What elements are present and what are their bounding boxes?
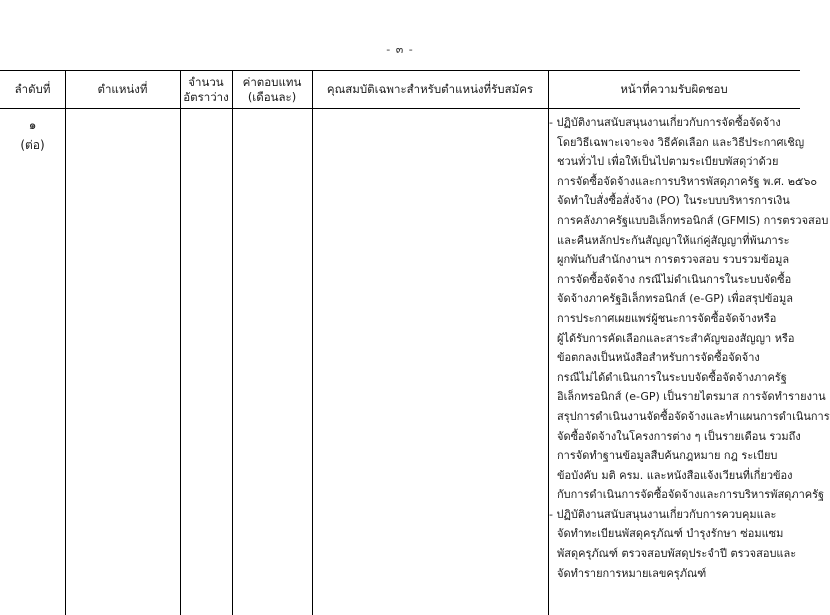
duty-line: กับการดำเนินการจัดซื้อจัดจ้างและการบริหารพัสดุภาครัฐ <box>557 488 825 502</box>
duty-line: จัดทำใบสั่งซื้อสั่งจ้าง (PO) ในระบบบริหารการเงิน <box>557 194 790 208</box>
duty-line: จัดจ้างภาครัฐอิเล็กทรอนิกส์ (e-GP) เพื่อสรุปข้อมูล <box>557 292 793 306</box>
duty-line: และคืนหลักประกันสัญญาให้แก่คู่สัญญาที่พ้นภาระ <box>557 233 790 247</box>
duty-line: - ปฏิบัติงานสนับสนุนงานเกี่ยวกับการควบคุมและ <box>549 507 777 521</box>
header-pay-line2: (เดือนละ) <box>247 89 297 104</box>
duty-line: จัดซื้อจัดจ้างในโครงการต่าง ๆ เป็นรายเดือน รวมถึง <box>557 429 801 443</box>
header-duties <box>548 71 800 108</box>
duty-line: การจัดซื้อจัดจ้างและการบริหารพัสดุภาครัฐ พ.ศ. ๒๕๖๐ <box>557 174 818 188</box>
duty-line: การประกาศเผยแพร่ผู้ชนะการจัดซื้อจัดจ้างหรือ <box>557 311 777 325</box>
duty-line: จัดทำรายการหมายเลขครุภัณฑ์ <box>557 566 707 580</box>
duties-cell <box>549 113 830 583</box>
header-vacancies-line1: จำนวน <box>188 74 224 89</box>
column-divider <box>312 71 313 615</box>
duty-line: - ปฏิบัติงานสนับสนุนงานเกี่ยวกับการจัดซื้อจัดจ้าง <box>549 116 781 129</box>
duty-line: ข้อบังคับ มติ ครม. และหนังสือแจ้งเวียนที่เกี่ยวข้อง <box>557 468 793 482</box>
duty-line: อิเล็กทรอนิกส์ (e-GP) เป็นรายไตรมาส การจัดทำรายงาน <box>557 390 826 404</box>
header-divider <box>0 108 800 109</box>
column-divider <box>180 71 181 615</box>
header-vacancies-line2: อัตราว่าง <box>183 89 229 104</box>
job-description-table <box>0 70 830 615</box>
header-order <box>0 71 65 108</box>
duty-line: พัสดุครุภัณฑ์ ตรวจสอบพัสดุประจำปี ตรวจสอบและ <box>557 547 797 561</box>
header-pay <box>232 71 312 108</box>
duty-line: กรณีไม่ได้ดำเนินการในระบบจัดซื้อจัดจ้างภาครัฐ <box>557 370 787 384</box>
header-position-label: ตำแหน่งที่ <box>97 82 148 96</box>
header-qualifications <box>312 71 548 108</box>
duty-line: การจัดทำฐานข้อมูลสืบค้นกฎหมาย กฎ ระเบียบ <box>557 449 778 463</box>
duty-line: ผูกพันกับสำนักงานฯ การตรวจสอบ รวบรวมข้อมูล <box>557 253 790 267</box>
header-position <box>65 71 180 108</box>
duty-line: การคลังภาครัฐแบบอิเล็กทรอนิกส์ (GFMIS) การตรวจสอบ <box>557 213 829 227</box>
header-pay-line1: ค่าตอบแทน <box>242 74 302 89</box>
duty-line: จัดทำทะเบียนพัสดุครุภัณฑ์ บำรุงรักษา ซ่อมแซม <box>557 527 784 541</box>
header-order-label: ลำดับที่ <box>14 82 51 96</box>
duty-line: สรุปการดำเนินงานจัดซื้อจัดจ้างและทำแผนการดำเนินการ <box>557 409 830 423</box>
header-vacancies <box>180 71 232 108</box>
duty-line: ข้อตกลงเป็นหนังสือสำหรับการจัดซื้อจัดจ้าง <box>557 351 760 365</box>
duty-line: ชวนทั่วไป เพื่อให้เป็นไปตามระเบียบพัสดุว่าด้วย <box>557 155 779 169</box>
duty-line: ผู้ได้รับการคัดเลือกและสาระสำคัญของสัญญา หรือ <box>557 331 795 345</box>
row-order-number: ๑ <box>28 118 37 132</box>
duty-line: โดยวิธีเฉพาะเจาะจง วิธีคัดเลือก และวิธีประกาศเชิญ <box>557 135 805 149</box>
page-number: - ๓ - <box>386 43 414 56</box>
header-duties-label: หน้าที่ความรับผิดชอบ <box>620 82 728 96</box>
row-order-continued: (ต่อ) <box>20 137 45 152</box>
duty-line: การจัดซื้อจัดจ้าง กรณีไม่ดำเนินการในระบบจัดซื้อ <box>557 272 792 286</box>
column-divider <box>232 71 233 615</box>
row-order-cell <box>0 116 65 155</box>
column-divider <box>65 71 66 615</box>
header-qualifications-label: คุณสมบัติเฉพาะสำหรับตำแหน่งที่รับสมัคร <box>326 82 534 96</box>
